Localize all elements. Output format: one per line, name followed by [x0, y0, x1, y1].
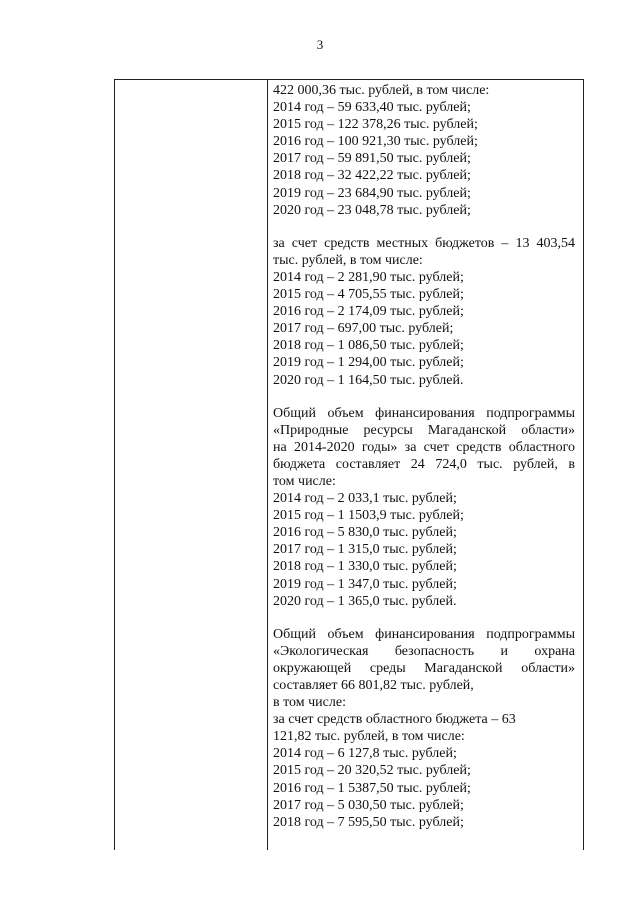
text-paragraph [273, 405, 575, 610]
text-line: том числе: [273, 473, 336, 489]
text-line: окружающей среды Магаданской области» [273, 660, 575, 676]
text-paragraph [273, 82, 575, 219]
text-line: 2020 год – 23 048,78 тыс. рублей; [273, 202, 471, 218]
text-line: 2020 год – 1 164,50 тыс. рублей. [273, 372, 464, 388]
text-line: на 2014-2020 годы» за счет средств областного [273, 439, 575, 455]
text-line: 2016 год – 100 921,30 тыс. рублей; [273, 134, 478, 150]
text-line: 2018 год – 1 086,50 тыс. рублей; [273, 338, 464, 354]
text-line: тыс. рублей, в том числе: [273, 252, 423, 268]
text-line: 2019 год – 23 684,90 тыс. рублей; [273, 185, 471, 201]
table-right-border [583, 79, 584, 850]
text-line: 2018 год – 7 595,50 тыс. рублей; [273, 814, 464, 830]
text-line: 2015 год – 122 378,26 тыс. рублей; [273, 117, 478, 133]
text-line: 2016 год – 1 5387,50 тыс. рублей; [273, 780, 471, 796]
table-left-border [114, 79, 115, 850]
text-line: 2014 год – 2 281,90 тыс. рублей; [273, 269, 464, 285]
text-paragraph [273, 626, 575, 831]
text-line: 2014 год – 59 633,40 тыс. рублей; [273, 100, 471, 116]
text-line: 422 000,36 тыс. рублей, в том числе: [273, 83, 490, 98]
text-line: 121,82 тыс. рублей, в том числе: [273, 729, 465, 745]
text-line: 2017 год – 5 030,50 тыс. рублей; [273, 797, 464, 813]
text-line: 2016 год – 5 830,0 тыс. рублей; [273, 525, 457, 541]
text-line: «Экологическая безопасность и охрана [273, 643, 575, 659]
text-line: бюджета составляет 24 724,0 тыс. рублей, в [273, 456, 575, 472]
text-line: 2019 год – 1 294,00 тыс. рублей; [273, 355, 464, 371]
text-line: 2017 год – 1 315,0 тыс. рублей; [273, 542, 457, 558]
text-line: 2014 год – 2 033,1 тыс. рублей; [273, 491, 457, 507]
text-line: за счет средств областного бюджета – 63 [273, 712, 516, 728]
text-line: 2014 год – 6 127,8 тыс. рублей; [273, 746, 457, 762]
text-line: за счет средств местных бюджетов – 13 403,54 [273, 235, 575, 251]
text-line: в том числе: [273, 695, 346, 711]
text-line: 2015 год – 20 320,52 тыс. рублей; [273, 763, 471, 779]
column-divider [267, 79, 268, 850]
text-paragraph [273, 235, 575, 389]
document-table [114, 79, 584, 850]
text-line: 2015 год – 1 1503,9 тыс. рублей; [273, 508, 464, 524]
page-number: 3 [316, 37, 324, 52]
text-line: Общий объем финансирования подпрограммы [273, 405, 575, 421]
text-line: составляет 66 801,82 тыс. рублей, [273, 678, 474, 693]
text-line: Общий объем финансирования подпрограммы [273, 626, 575, 642]
funding-text-column [273, 82, 575, 831]
text-line: 2017 год – 59 891,50 тыс. рублей; [273, 151, 471, 167]
text-line: 2016 год – 2 174,09 тыс. рублей; [273, 304, 464, 320]
text-line: 2019 год – 1 347,0 тыс. рублей; [273, 576, 457, 592]
text-line: 2018 год – 32 422,22 тыс. рублей; [273, 168, 471, 184]
text-line: 2017 год – 697,00 тыс. рублей; [273, 321, 454, 337]
text-line: 2015 год – 4 705,55 тыс. рублей; [273, 287, 464, 303]
text-line: 2020 год – 1 365,0 тыс. рублей. [273, 593, 457, 609]
text-line: 2018 год – 1 330,0 тыс. рублей; [273, 559, 457, 575]
table-top-border [114, 79, 584, 80]
text-line: «Природные ресурсы Магаданской области» [273, 422, 575, 438]
